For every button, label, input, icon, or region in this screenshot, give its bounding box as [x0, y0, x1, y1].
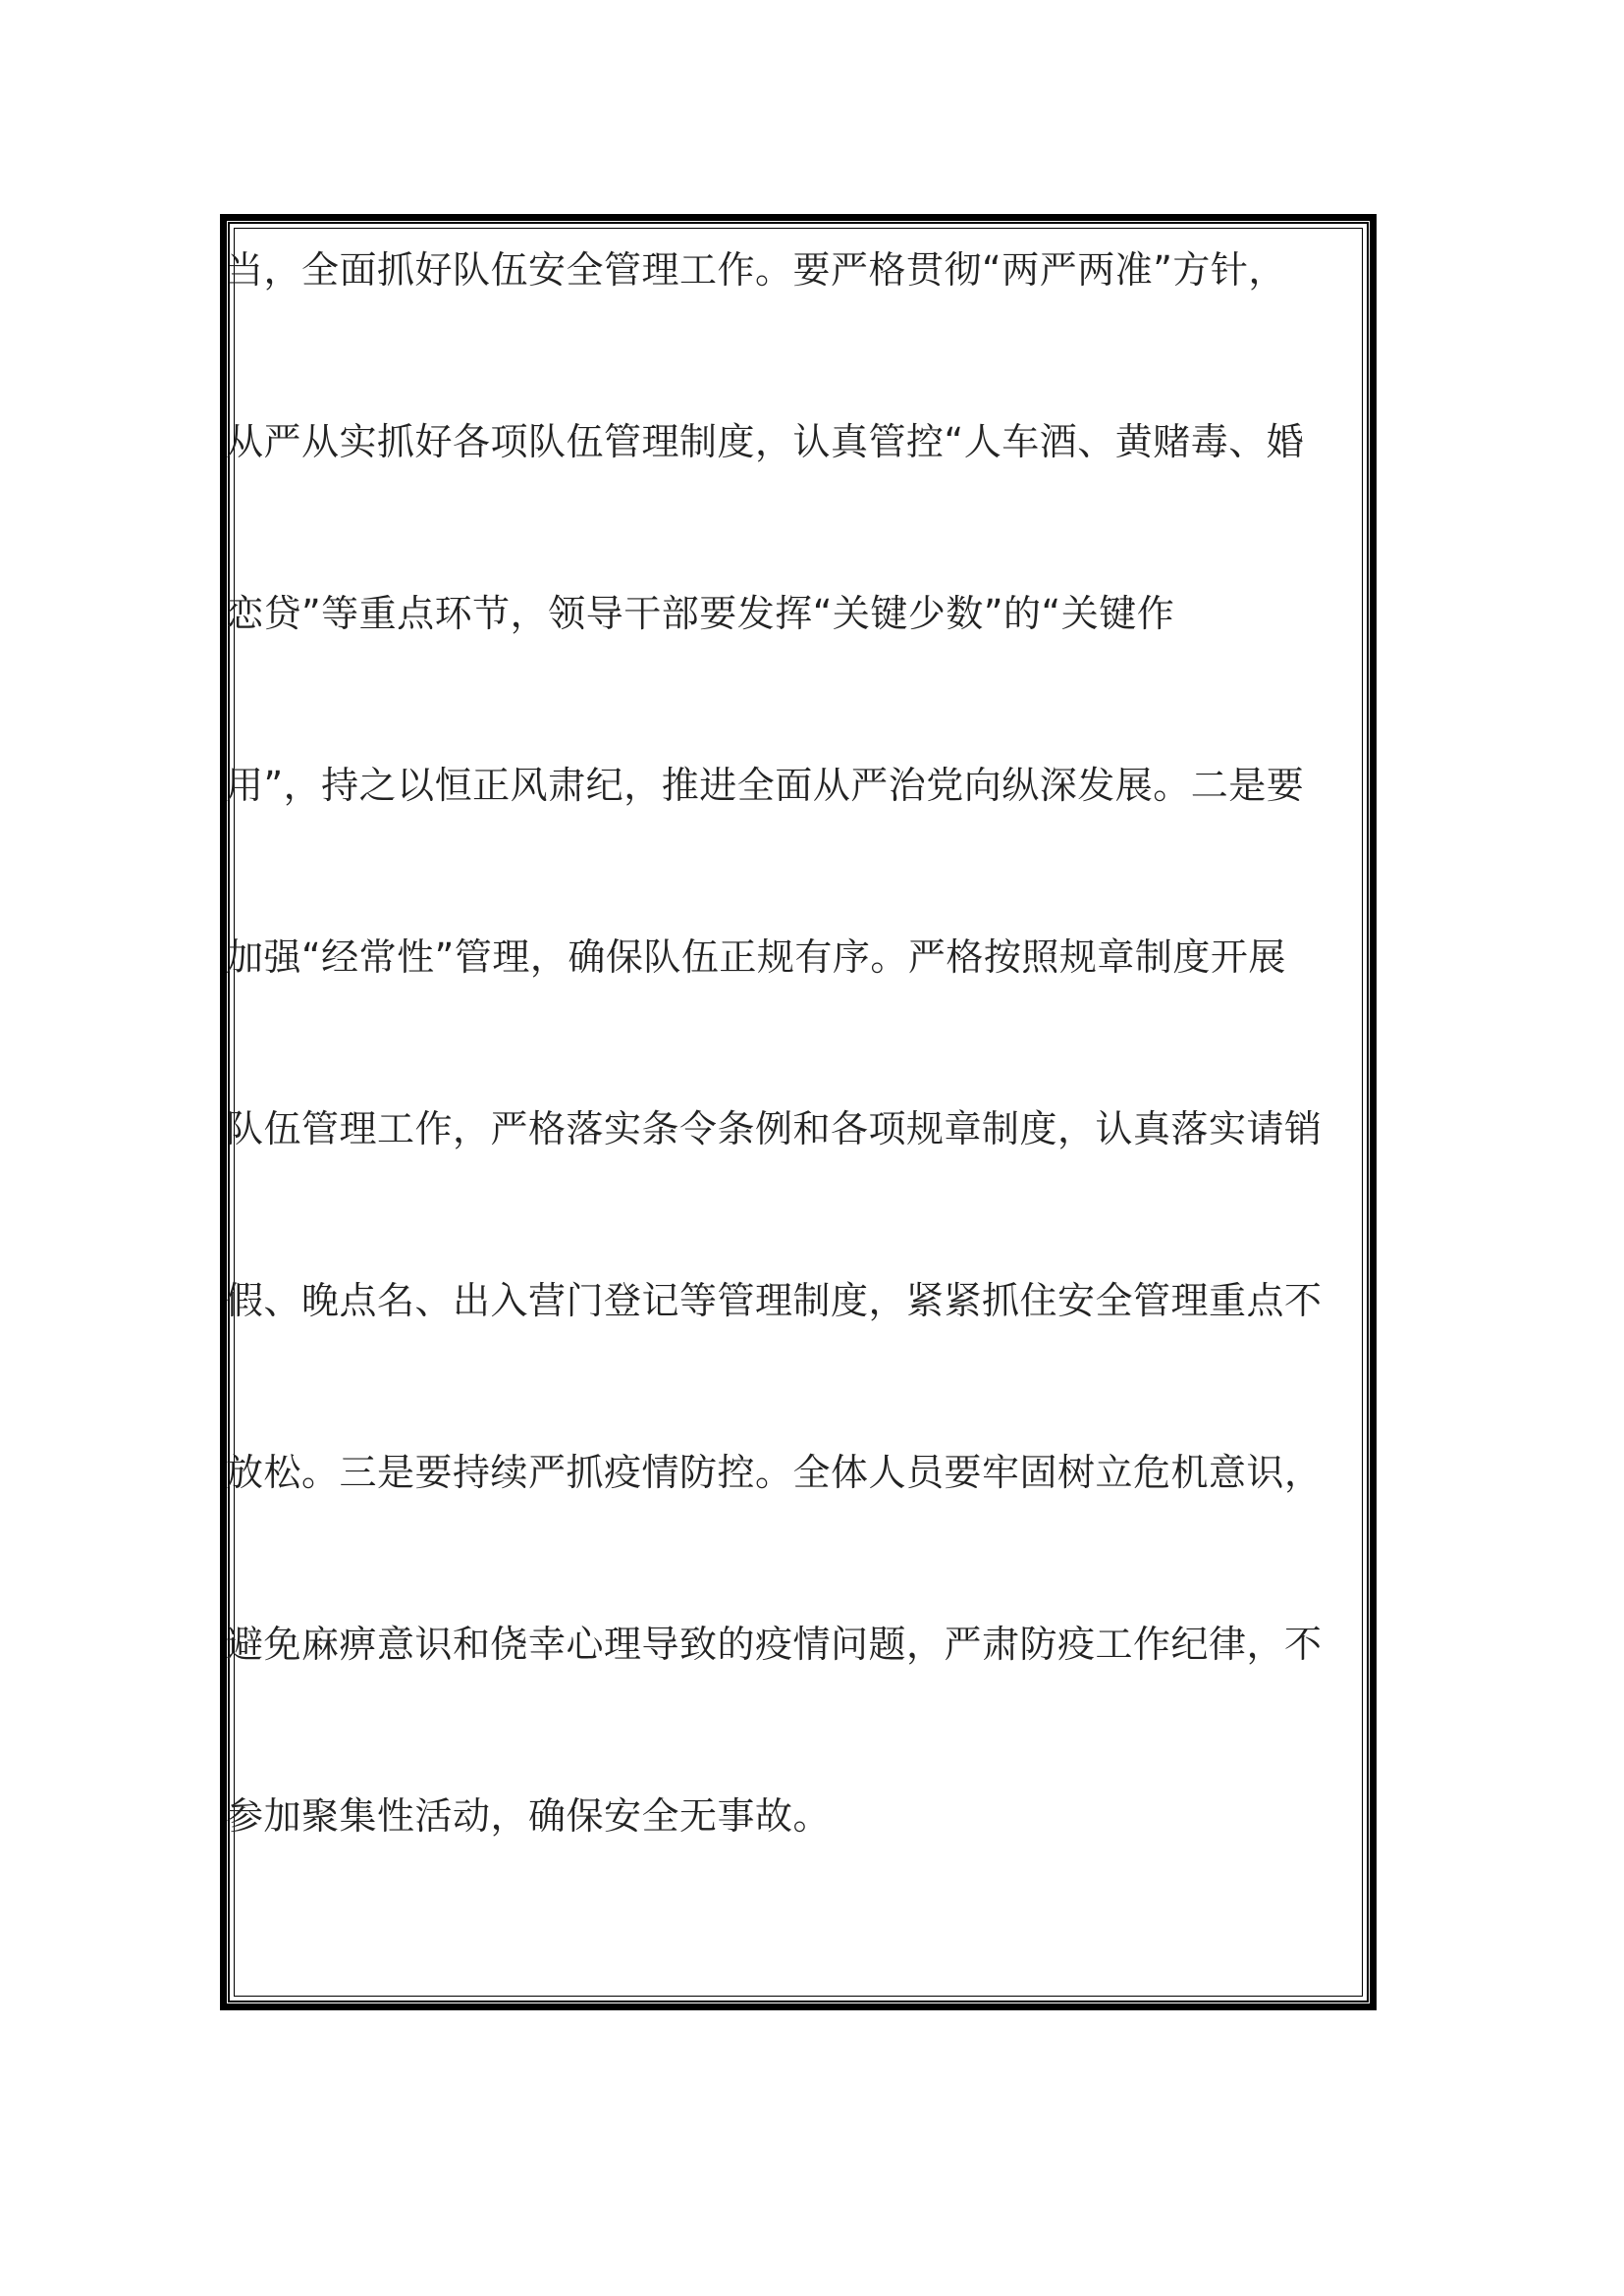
text-line: 恋贷”等重点环节，领导干部要发挥“关键少数”的“关键作	[226, 592, 1175, 635]
text-line: 参加聚集性活动，确保安全无事故。	[226, 1794, 832, 1838]
text-line: 队伍管理工作，严格落实条令条例和各项规章制度，认真落实请销	[226, 1107, 1323, 1150]
text-line: 加强“经常性”管理，确保队伍正规有序。严格按照规章制度开展	[226, 935, 1286, 979]
text-line: 避免麻痹意识和侥幸心理导致的疫情问题，严肃防疫工作纪律，不	[226, 1623, 1323, 1666]
text-line: 从严从实抓好各项队伍管理制度，认真管控“人车酒、黄赌毒、婚	[226, 420, 1305, 463]
text-line: 当，全面抓好队伍安全管理工作。要严格贯彻“两严两准”方针，	[226, 248, 1286, 292]
text-line: 用”，持之以恒正风肃纪，推进全面从严治党向纵深发展。二是要	[226, 764, 1305, 807]
text-line: 放松。三是要持续严抓疫情防控。全体人员要牢固树立危机意识，	[226, 1451, 1323, 1494]
body-paragraph	[226, 236, 1355, 1953]
text-line: 假、晚点名、出入营门登记等管理制度，紧紧抓住安全管理重点不	[226, 1279, 1323, 1322]
